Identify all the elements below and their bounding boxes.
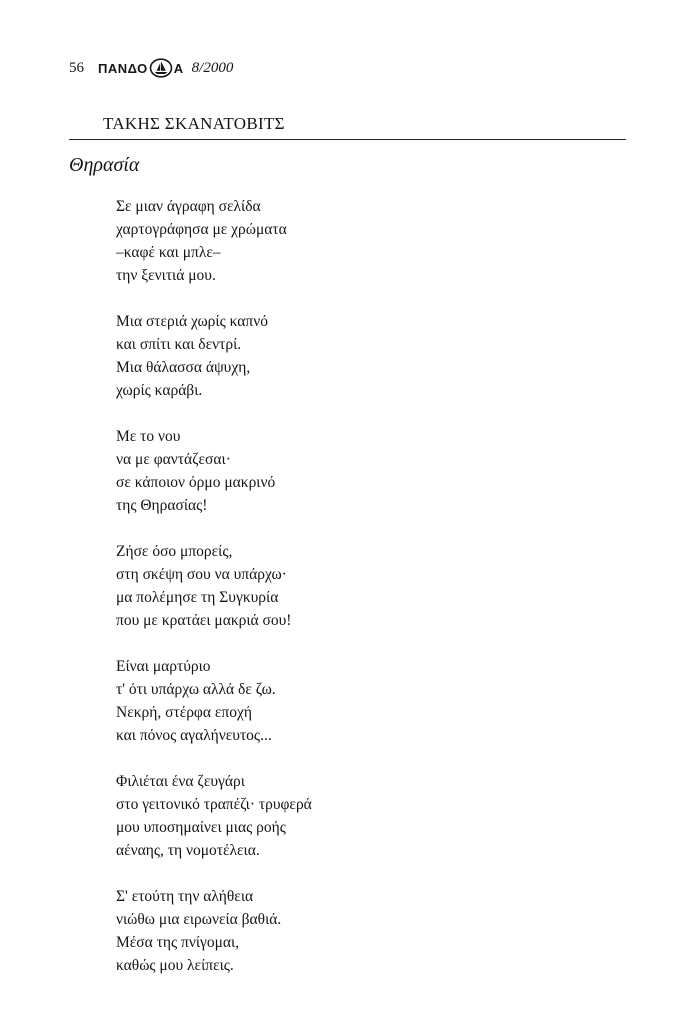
poem-line: καθώς μου λείπεις. (116, 957, 234, 974)
poem-line: νιώθω μια ειρωνεία βαθιά. (116, 911, 282, 928)
poem-line: Ζήσε όσο μπορείς, (116, 543, 233, 560)
poem-line: της Θηρασίας! (116, 497, 208, 514)
stanza (116, 195, 616, 287)
poem-line: και σπίτι και δεντρί. (116, 336, 242, 353)
poem-line: Νεκρή, στέρφα εποχή (116, 704, 252, 721)
poem-line: που με κρατάει μακριά σου! (116, 612, 292, 629)
poem-line: χαρτογράφησα με χρώματα (116, 221, 287, 238)
stanza (116, 770, 616, 862)
poem-title: Θηρασία (69, 154, 140, 176)
poem-line: Μια στεριά χωρίς καπνό (116, 313, 268, 330)
page-header (69, 55, 233, 81)
poem-line: Είναι μαρτύριο (116, 658, 211, 675)
poem-body (116, 195, 616, 1000)
poem-line: να με φαντάζεσαι· (116, 451, 231, 468)
poem-line: και πόνος αγαλήνευτος... (116, 727, 272, 744)
poem-line: στο γειτονικό τραπέζι· τρυφερά (116, 796, 312, 813)
sailboat-logo-icon (149, 58, 173, 78)
poem-line: μου υποσημαίνει μιας ροής (116, 819, 286, 836)
journal-name-left: ΠΑΝΔΟ (98, 60, 148, 76)
poem-line: την ξενιτιά μου. (116, 267, 216, 284)
poem-line: αέναης, τη νομοτέλεια. (116, 842, 260, 859)
poem-line: Μέσα της πνίγομαι, (116, 934, 240, 951)
author-name: ΤΑΚΗΣ ΣΚΑΝΑΤΟΒΙΤΣ (103, 114, 285, 133)
issue-date: 8/2000 (191, 59, 234, 76)
poem-line: σε κάποιον όρμο μακρινό (116, 474, 276, 491)
poem-line: μα πολέμησε τη Συγκυρία (116, 589, 279, 606)
stanza (116, 425, 616, 517)
stanza (116, 540, 616, 632)
journal-logo (98, 58, 184, 78)
poem-line: –καφέ και μπλε– (116, 244, 221, 261)
poem-line: τ' ότι υπάρχω αλλά δε ζω. (116, 681, 276, 698)
header-rule (69, 139, 626, 140)
poem-line: Μια θάλασσα άψυχη, (116, 359, 251, 376)
journal-name-right: Α (173, 60, 184, 76)
stanza (116, 655, 616, 747)
poem-line: Σε μιαν άγραφη σελίδα (116, 198, 261, 215)
stanza (116, 310, 616, 402)
stanza (116, 885, 616, 977)
poem-line: χωρίς καράβι. (116, 382, 203, 399)
poem-line: Φιλιέται ένα ζευγάρι (116, 773, 245, 790)
poem-line: Με το νου (116, 428, 181, 445)
poem-line: στη σκέψη σου να υπάρχω· (116, 566, 287, 583)
page-number: 56 (69, 59, 84, 76)
poem-line: Σ' ετούτη την αλήθεια (116, 888, 254, 905)
